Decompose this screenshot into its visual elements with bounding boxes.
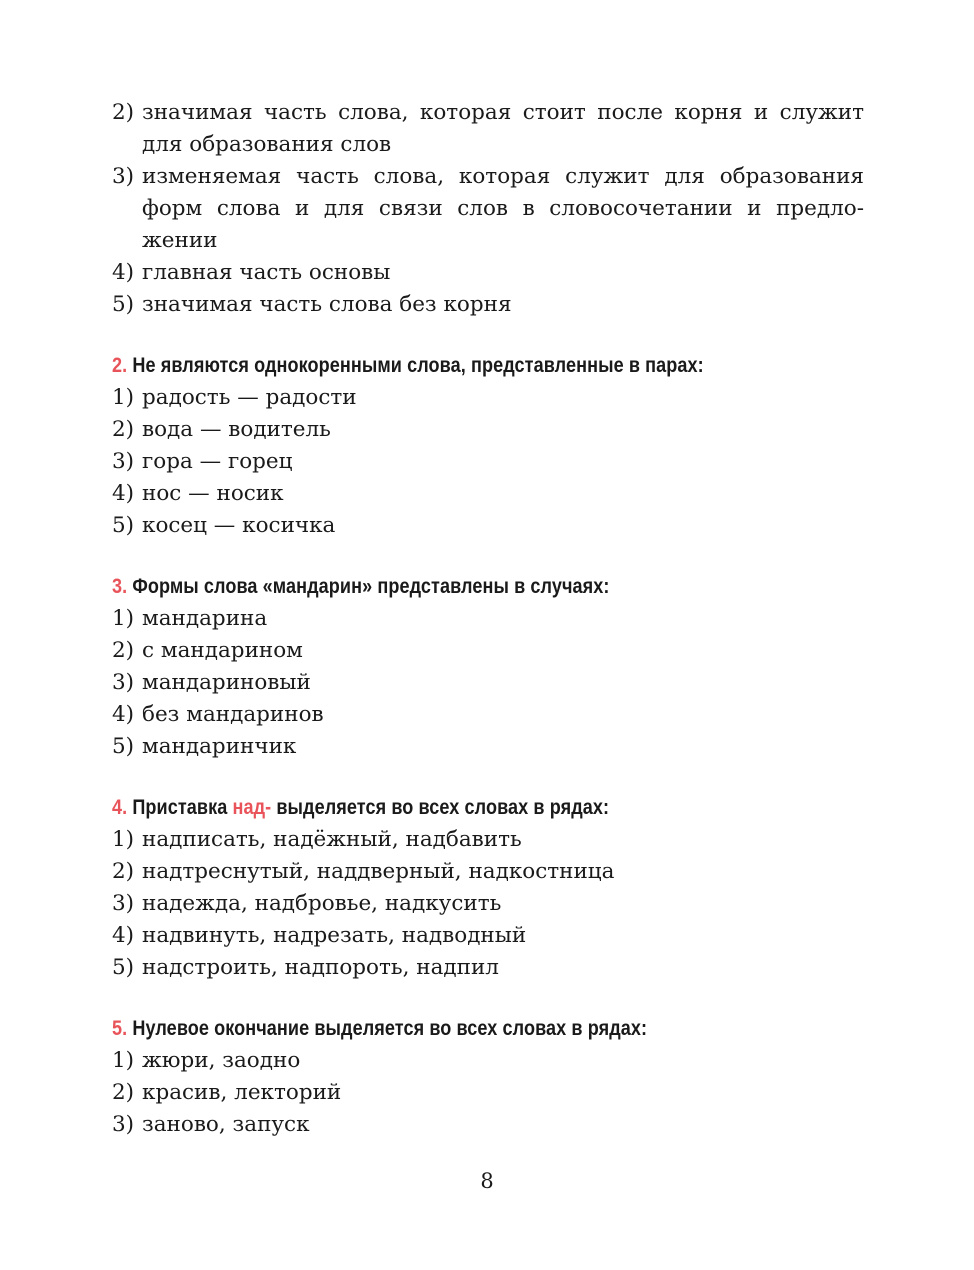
answer-option xyxy=(112,824,864,856)
option-text: мандариновый xyxy=(142,670,311,695)
answer-option xyxy=(112,414,864,446)
answer-option xyxy=(112,289,864,321)
option-number: 5) xyxy=(112,955,135,980)
option-number: 1) xyxy=(112,385,135,410)
answer-option xyxy=(112,731,864,763)
option-number: 4) xyxy=(112,481,135,506)
question-text: Формы слова «мандарин» представлены в случаях: xyxy=(132,575,610,598)
question-block-3 xyxy=(112,571,864,763)
answer-option xyxy=(112,1077,864,1109)
question-text-before: Приставка xyxy=(132,796,228,819)
answer-option xyxy=(112,1045,864,1077)
option-number: 2) xyxy=(112,638,135,663)
answer-option xyxy=(112,856,864,888)
answer-option xyxy=(112,446,864,478)
question-text-after: выделяется во всех словах в рядах: xyxy=(276,796,610,819)
option-number: 2) xyxy=(112,100,135,125)
option-number: 4) xyxy=(112,702,135,727)
question-heading xyxy=(112,1013,759,1045)
option-number: 3) xyxy=(112,449,135,474)
option-number: 1) xyxy=(112,827,135,852)
answer-option xyxy=(112,382,864,414)
answer-option xyxy=(112,635,864,667)
answer-option xyxy=(112,667,864,699)
answer-option xyxy=(112,161,864,257)
option-text: заново, запуск xyxy=(142,1112,310,1137)
question-heading xyxy=(112,792,759,824)
option-text: изменяемая часть слова, которая служит для образования форм слова и для связи слов в словосочетании и предло-жении xyxy=(142,164,864,253)
question-number: 2. xyxy=(112,354,128,377)
option-text: радость — радости xyxy=(142,385,357,410)
option-number: 1) xyxy=(112,606,135,631)
option-text: значимая часть слова без корня xyxy=(142,292,512,317)
question-block-4 xyxy=(112,792,864,984)
page-number: 8 xyxy=(480,1169,494,1193)
question-text: Не являются однокоренными слова, представленные в парах: xyxy=(132,354,704,377)
option-text: надтреснутый, наддверный, надкостница xyxy=(142,859,615,884)
option-number: 3) xyxy=(112,670,135,695)
answer-option xyxy=(112,888,864,920)
option-number: 4) xyxy=(112,260,135,285)
answer-option xyxy=(112,478,864,510)
question-number: 5. xyxy=(112,1017,128,1040)
question-heading xyxy=(112,350,759,382)
question-number: 3. xyxy=(112,575,128,598)
page-content xyxy=(112,97,864,1141)
option-text: красив, лекторий xyxy=(142,1080,342,1105)
option-text: нос — носик xyxy=(142,481,284,506)
answer-option xyxy=(112,699,864,731)
option-text: без мандаринов xyxy=(142,702,324,727)
option-number: 3) xyxy=(112,891,135,916)
answer-option xyxy=(112,510,864,542)
option-number: 3) xyxy=(112,1112,135,1137)
prefix-highlight: над- xyxy=(232,796,272,819)
answer-option xyxy=(112,1109,864,1141)
option-number: 1) xyxy=(112,1048,135,1073)
answer-option xyxy=(112,603,864,635)
option-number: 2) xyxy=(112,417,135,442)
option-number: 5) xyxy=(112,734,135,759)
option-number: 2) xyxy=(112,859,135,884)
option-text: значимая часть слова, которая стоит после корня и служит для образования слов xyxy=(142,100,864,157)
option-text: вода — водитель xyxy=(142,417,331,442)
question-block-5 xyxy=(112,1013,864,1141)
option-number: 5) xyxy=(112,513,135,538)
answer-option xyxy=(112,952,864,984)
answer-option xyxy=(112,257,864,289)
continued-options xyxy=(112,97,864,321)
question-heading xyxy=(112,571,759,603)
option-text: надежда, надбровье, надкусить xyxy=(142,891,502,916)
option-text: гора — горец xyxy=(142,449,293,474)
option-number: 5) xyxy=(112,292,135,317)
answer-option xyxy=(112,920,864,952)
option-number: 2) xyxy=(112,1080,135,1105)
option-text: надстроить, надпороть, надпил xyxy=(142,955,499,980)
answer-option xyxy=(112,97,864,161)
option-text: главная часть основы xyxy=(142,260,391,285)
option-text: с мандарином xyxy=(142,638,303,663)
question-block-2 xyxy=(112,350,864,542)
option-number: 3) xyxy=(112,164,135,189)
option-text: мандарина xyxy=(142,606,268,631)
question-text: Нулевое окончание выделяется во всех словах в рядах: xyxy=(132,1017,648,1040)
option-text: надвинуть, надрезать, надводный xyxy=(142,923,527,948)
option-number: 4) xyxy=(112,923,135,948)
option-text: жюри, заодно xyxy=(142,1048,301,1073)
option-text: косец — косичка xyxy=(142,513,336,538)
option-text: мандаринчик xyxy=(142,734,297,759)
question-number: 4. xyxy=(112,796,128,819)
option-text: надписать, надёжный, надбавить xyxy=(142,827,522,852)
